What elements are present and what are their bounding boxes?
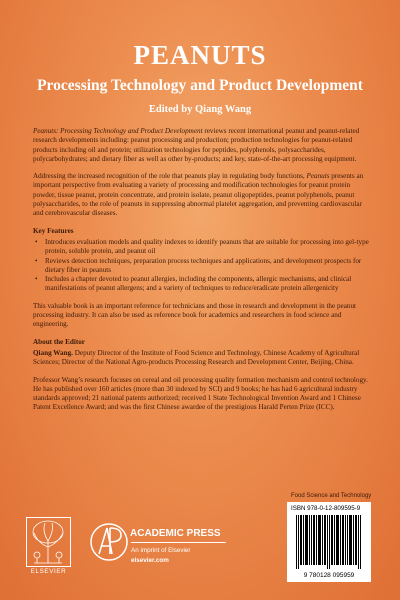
editor-name: Qiang Wang. — [33, 348, 73, 357]
key-features-heading: Key Features — [33, 226, 74, 235]
research-paragraph: Professor Wang’s research focuses on cereal and oil processing quality formation mechanism and control technology. He has published over 160 articles (more than 30 indexed by SCI) and 9 books; he has had 6 agricultural industry standards approved; 21 national patents authorized; received 1 State Technological Invention Award and 1 Chinese Patent Excellence Award; and was the first Chinese awardee of the prestigious Harald Perten Prize (ICC). — [33, 375, 368, 412]
key-features-list — [33, 238, 369, 294]
intro-paragraph — [33, 127, 369, 164]
role-text: presents an important perspective from evaluating a variety of processing and modification technologies for peanut protein powder, tissue peanut, protein concentrate, and protein isolate, peanut oligopeptides, peanut polyphenols, peanut polysaccharides, to the role of peanuts in suppressing abnormal platelet aggregation, and preventing cardiovascular and cerebrovascular diseases. — [33, 172, 364, 218]
isbn-number: ISBN 978-0-12-809595-9 — [291, 505, 361, 512]
key-feature-item: • Introduces evaluation models and quality indexes to identify peanuts that are suitable for processing into gel-type protein, soluble protein, and peanut oil — [33, 238, 369, 257]
publisher-divider — [131, 542, 226, 543]
role-italic-title: Peanuts — [306, 172, 330, 181]
intro-text: reviews recent international peanut and peanut-related research developments including: peanut processing and production; production technologies for peanut-related products including oil and protein; utilization technologies for peptides, polyphenols, polysaccharides, polycarbohydrates; and dietary fiber as well as other by-products; and key, state-of-the-art processing equipment. — [33, 127, 360, 163]
category-label: Food Science and Technology — [291, 493, 372, 499]
key-feature-item: • Includes a chapter devoted to peanut allergies, including the components, allergic mechanisms, and clinical manifestations of peanut allergens; and a variety of techniques to reduce/eradicate protein allergenicity — [33, 275, 369, 294]
book-title: PEANUTS — [133, 40, 267, 70]
editor-bio: Deputy Director of the Institute of Food Science and Technology, Chinese Academy of Agricultural Sciences; Director of the National Agro-products Processing Research and Development Center, Beijing, China. — [33, 348, 360, 367]
publisher-website: elsevier.com — [131, 557, 169, 564]
key-feature-item: • Reviews detection techniques, preparation process techniques and applications, and development prospects for dietary fiber in peanuts — [33, 257, 369, 276]
description-body — [33, 127, 369, 421]
about-editor-paragraph — [33, 349, 369, 368]
elsevier-wordmark: ELSEVIER — [30, 568, 67, 575]
role-lead: Addressing the increased recognition of the role that peanuts play in regulating body functions, — [33, 172, 307, 181]
book-subtitle: Processing Technology and Product Development — [37, 77, 363, 94]
audience-paragraph: This valuable book is an important reference for technicians and those in research and development in the peanut processing industry. It can also be used as reference book for academics and researchers in food science and engineering. — [33, 301, 356, 329]
editor-line: Edited by Qiang Wang — [148, 104, 252, 115]
isbn-box — [287, 502, 371, 582]
intro-book-title: Peanuts: Processing Technology and Product Development — [33, 127, 203, 135]
academic-press-name: ACADEMIC PRESS — [130, 528, 221, 539]
role-paragraph — [33, 172, 369, 218]
barcode — [293, 515, 365, 579]
academic-press-ap-logo — [90, 517, 128, 567]
elsevier-tree-logo — [26, 517, 71, 567]
barcode-digits: 9 780128 095959 — [303, 572, 355, 579]
about-editor-heading: About the Editor — [33, 337, 85, 346]
imprint-text: An imprint of Elsevier — [131, 547, 191, 554]
